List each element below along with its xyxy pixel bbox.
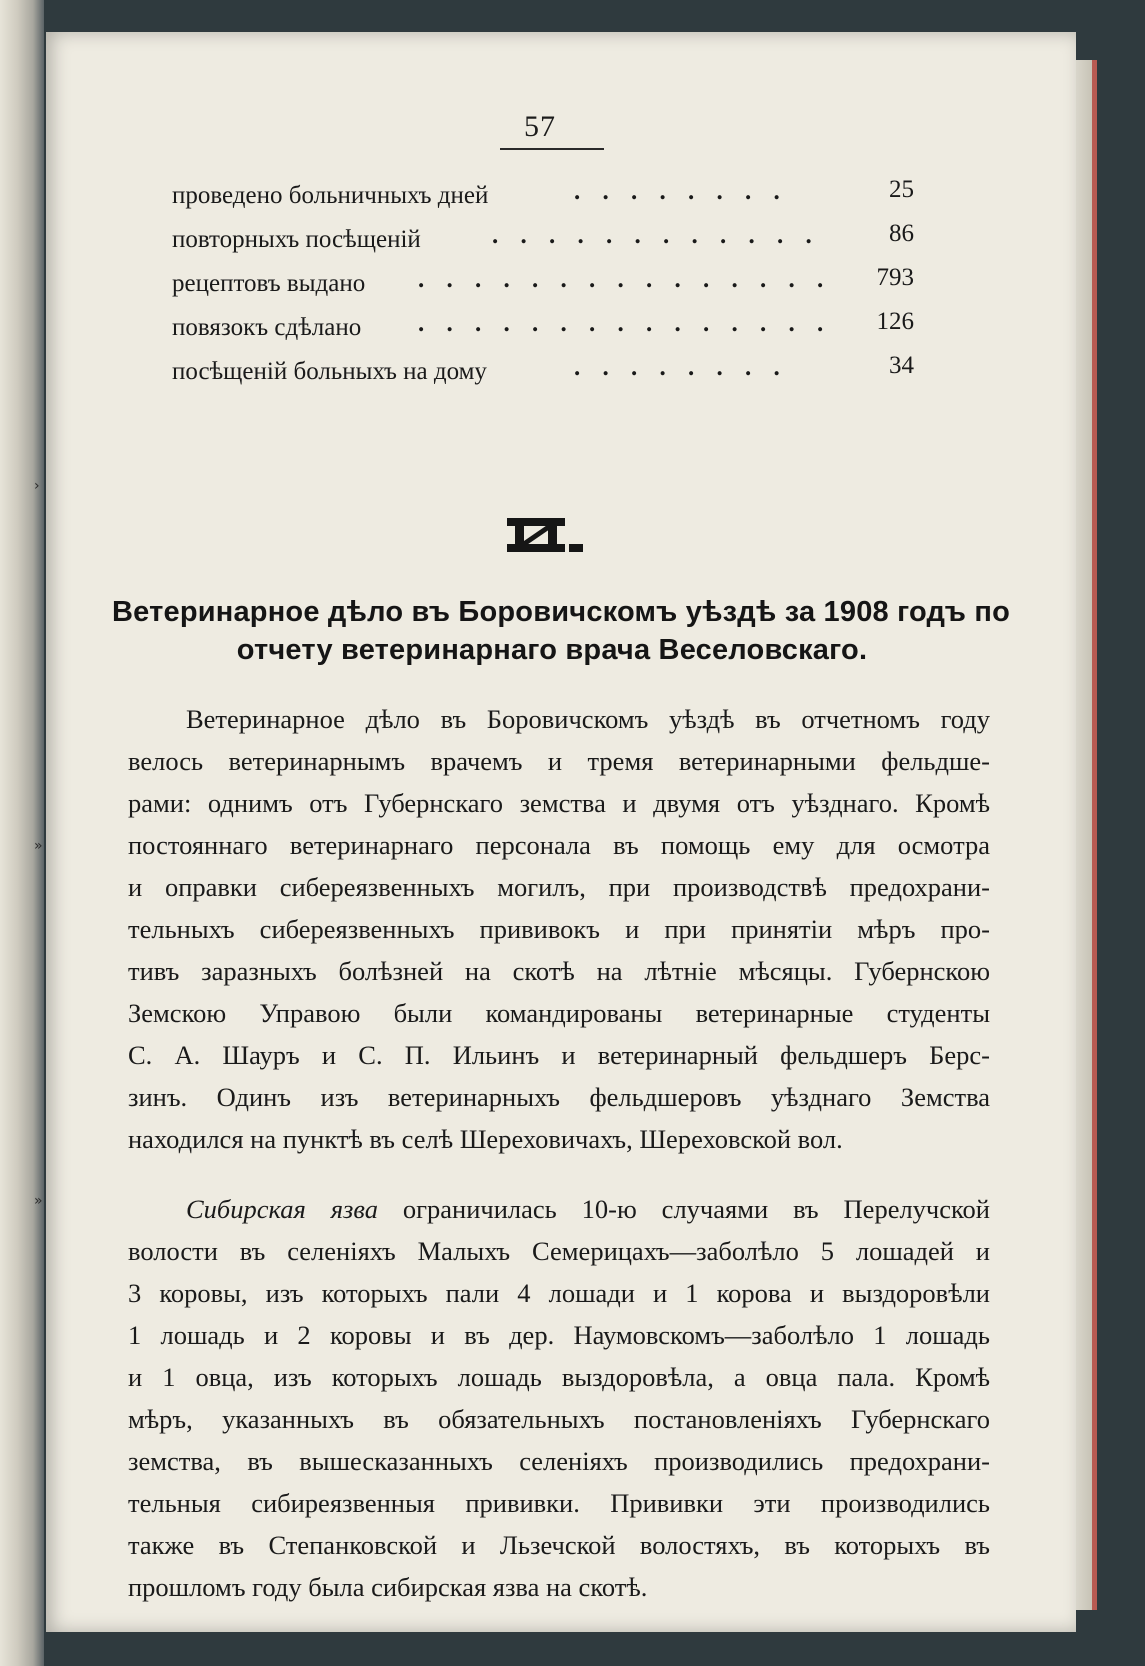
stat-leader-dots: . . . . . . . .	[574, 178, 788, 205]
section-heading-line-1: Ветеринарное дѣло въ Боровичскомъ уѣздѣ за 1908 годъ по	[112, 596, 1010, 628]
text-line: 1 лошадь и 2 коровы и въ дер. Наумовскомъ—заболѣло 1 лошадь	[128, 1320, 990, 1350]
text-line: волости въ селеніяхъ Малыхъ Семерицахъ—заболѣло 5 лошадей и	[128, 1236, 990, 1266]
stat-row	[172, 352, 914, 394]
stat-value: 34	[889, 352, 914, 379]
text-line: также въ Степанковской и Льзечской волостяхъ, въ которыхъ въ	[128, 1530, 990, 1560]
stat-leader-dots: . . . . . . . . . . . . . . .	[418, 310, 832, 337]
stat-row	[172, 308, 914, 350]
binding-edge-red	[1092, 60, 1097, 1610]
text-line: тельныя сибиреязвенныя прививки. Прививки эти производились	[128, 1488, 990, 1518]
text-line: прошломъ году была сибирская язва на скотѣ.	[128, 1572, 648, 1602]
binding-stitch-mark: »	[34, 1193, 43, 1209]
text-line: тельныхъ сибереязвенныхъ прививокъ и при принятіи мѣръ про-	[128, 914, 990, 944]
stat-leader-dots: . . . . . . . . . . . .	[492, 222, 820, 249]
page-number-rule	[500, 148, 604, 150]
text-line: мѣръ, указанныхъ въ обязательныхъ постановленіяхъ Губернскаго	[128, 1404, 990, 1434]
stat-leader-dots: . . . . . . . .	[574, 354, 788, 381]
text-line: рами: однимъ отъ Губернскаго земства и двумя отъ уѣзднаго. Кромѣ	[128, 788, 990, 818]
previous-page-edge	[0, 0, 44, 1666]
page-number: 57	[524, 110, 556, 143]
stat-value: 25	[889, 176, 914, 203]
binding-stitch-mark: ›	[34, 478, 40, 494]
text-line: 3 коровы, изъ которыхъ пали 4 лошади и 1 корова и выздоровѣли	[128, 1278, 990, 1308]
stat-label: проведено больничныхъ дней	[172, 182, 489, 209]
text-line-rest: ограничилась 10-ю случаями въ Перелучской	[377, 1194, 990, 1224]
binding-stitch-mark: »	[34, 838, 43, 854]
stat-value: 126	[876, 308, 914, 335]
text-line	[186, 1192, 990, 1226]
stat-leader-dots: . . . . . . . . . . . . . . .	[418, 266, 832, 293]
text-line: Ветеринарное дѣло въ Боровичскомъ уѣздѣ въ отчетномъ году	[186, 704, 990, 734]
text-line: и оправки сибереязвенныхъ могилъ, при производствѣ предохрани-	[128, 872, 990, 902]
italic-lead-term: Сибирская язва	[186, 1194, 378, 1224]
text-line: Земскою Управою были командированы ветеринарные студенты	[128, 998, 990, 1028]
text-line: С. А. Шауръ и С. П. Ильинъ и ветеринарный фельдшеръ Берс-	[128, 1040, 990, 1070]
stat-label: посѣщеній больныхъ на дому	[172, 358, 487, 385]
text-line: постояннаго ветеринарнаго персонала въ помощь ему для осмотра	[128, 830, 990, 860]
text-line: тивъ заразныхъ болѣзней на скотѣ на лѣтніе мѣсяцы. Губернскою	[128, 956, 990, 986]
stat-value: 793	[876, 264, 914, 291]
section-heading-line-2: отчету ветеринарнаго врача Веселовскаго.	[236, 634, 868, 666]
text-line: велось ветеринарнымъ врачемъ и тремя ветеринарными фельдше-	[128, 746, 990, 776]
stat-label: повязокъ сдѣлано	[172, 314, 362, 341]
section-numeral-emblem	[503, 516, 595, 556]
stat-label: повторныхъ посѣщеній	[172, 226, 421, 253]
stat-value: 86	[889, 220, 914, 247]
stat-row	[172, 264, 914, 306]
text-line: земства, въ вышесказанныхъ селеніяхъ производились предохрани-	[128, 1446, 990, 1476]
stat-row	[172, 176, 914, 218]
page-edge-right	[1076, 60, 1092, 1610]
stat-row	[172, 220, 914, 262]
text-line: находился на пунктѣ въ селѣ Шереховичахъ, Шереховской вол.	[128, 1124, 843, 1154]
text-line: зинъ. Одинъ изъ ветеринарныхъ фельдшеровъ уѣзднаго Земства	[128, 1082, 990, 1112]
stat-label: рецептовъ выдано	[172, 270, 366, 297]
text-line: и 1 овца, изъ которыхъ лошадь выздоровѣла, а овца пала. Кромѣ	[128, 1362, 990, 1392]
